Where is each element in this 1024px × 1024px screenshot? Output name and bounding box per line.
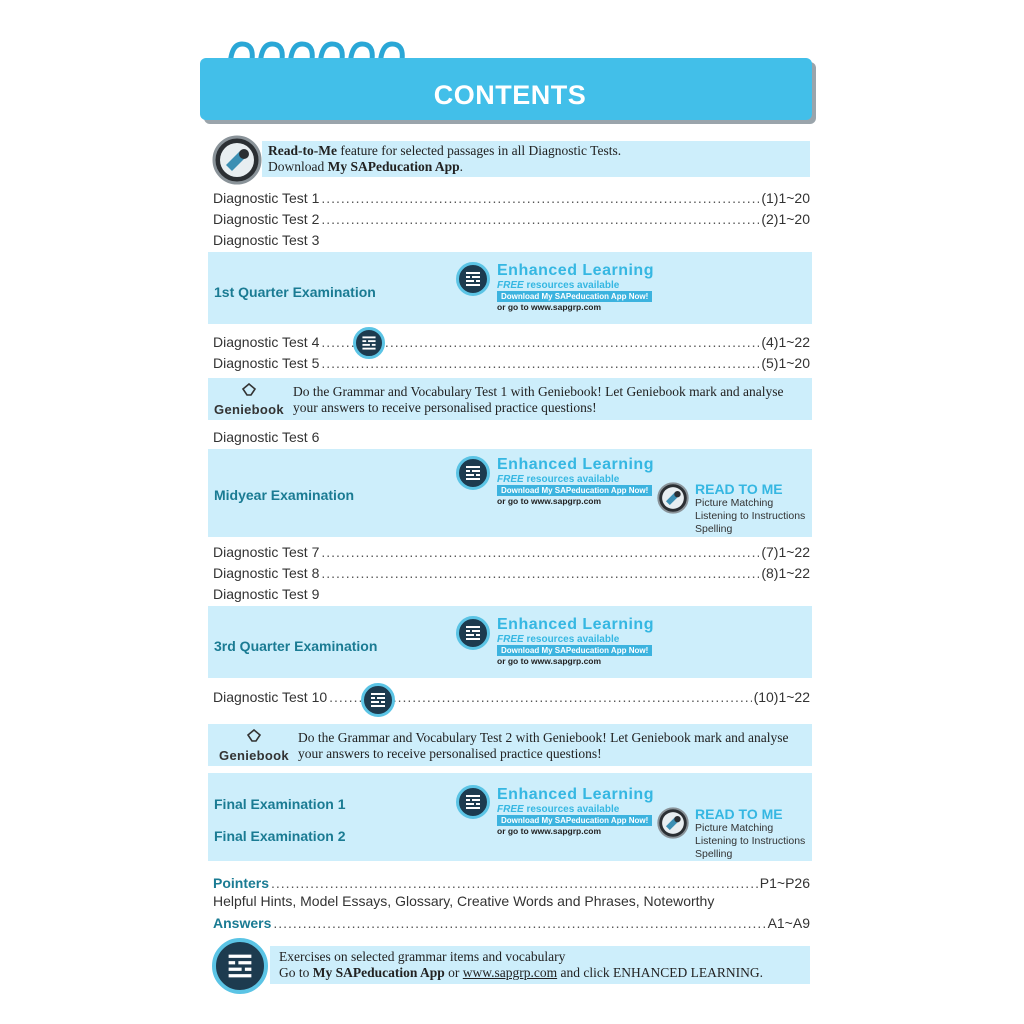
read-to-me-icon xyxy=(657,807,689,839)
geniebook-text-2: Do the Grammar and Vocabulary Test 2 with Geniebook! Let Geniebook mark and analyse your answers to receive personalised practice questions! xyxy=(298,730,789,761)
toc-entry-dt7[interactable]: Diagnostic Test 7 ..... (7)1~22 xyxy=(213,542,810,562)
enhanced-learning-icon xyxy=(361,683,395,717)
read-to-me-badge: READ TO ME Picture Matching Listening to Instructions Spelling xyxy=(695,481,806,535)
geniebook-text-1: Do the Grammar and Vocabulary Test 1 with Geniebook! Let Geniebook mark and analyse your answers to receive personalised practice questions! xyxy=(293,384,784,415)
geniebook-icon xyxy=(246,729,262,743)
enhanced-learning-icon xyxy=(212,938,268,994)
geniebook-logo: Geniebook xyxy=(211,383,287,417)
read-to-me-text: Read-to-Me feature for selected passages in all Diagnostic Tests. Download My SAPeducation App. xyxy=(268,143,622,174)
read-to-me-badge: READ TO ME Picture Matching Listening to Instructions Spelling xyxy=(695,806,806,860)
enhanced-learning-badge[interactable]: Enhanced Learning FREE resources available Download My SAPeducation App Now! or go to www.sapgrp.com xyxy=(497,262,654,312)
section-title-final-1: Final Examination 1 xyxy=(214,796,346,812)
enhanced-learning-icon xyxy=(456,456,490,490)
pointers-subtitle: Helpful Hints, Model Essays, Glossary, Creative Words and Phrases, Noteworthy xyxy=(213,893,715,909)
section-title-midyear: Midyear Examination xyxy=(214,487,355,503)
read-to-me-icon xyxy=(657,482,689,514)
enhanced-learning-badge[interactable]: Enhanced Learning FREE resources available Download My SAPeducation App Now! or go to www.sapgrp.com xyxy=(497,616,654,666)
enhanced-learning-icon xyxy=(456,262,490,296)
section-title-q3: 3rd Quarter Examination xyxy=(214,638,378,654)
page-title: CONTENTS xyxy=(433,80,587,110)
toc-entry-dt3[interactable]: Diagnostic Test 3 xyxy=(213,232,320,248)
toc-entry-dt9[interactable]: Diagnostic Test 9 xyxy=(213,586,320,602)
section-title-q1: 1st Quarter Examination xyxy=(214,284,376,300)
toc-entry-dt1[interactable]: Diagnostic Test 1 ..... (1)1~20 xyxy=(213,188,810,208)
toc-entry-dt6[interactable]: Diagnostic Test 6 xyxy=(213,429,320,445)
enhanced-learning-badge[interactable]: Enhanced Learning FREE resources available Download My SAPeducation App Now! or go to www.sapgrp.com xyxy=(497,786,654,836)
enhanced-learning-icon xyxy=(456,616,490,650)
geniebook-icon xyxy=(241,383,257,397)
sapgrp-link[interactable]: www.sapgrp.com xyxy=(462,965,558,980)
geniebook-logo: Geniebook xyxy=(215,729,293,763)
enhanced-learning-icon xyxy=(456,785,490,819)
toc-entry-dt5[interactable]: Diagnostic Test 5 ..... (5)1~20 xyxy=(213,353,810,373)
toc-entry-pointers[interactable]: Pointers ..... P1~P26 xyxy=(213,873,810,893)
toc-entry-dt8[interactable]: Diagnostic Test 8 ..... (8)1~22 xyxy=(213,563,810,583)
section-title-final-2: Final Examination 2 xyxy=(214,828,346,844)
footer-note-text: Exercises on selected grammar items and vocabulary Go to My SAPeducation App or www.sapgrp.com and click ENHANCED LEARNING. xyxy=(279,949,763,980)
toc-entry-dt2[interactable]: Diagnostic Test 2 ..... (2)1~20 xyxy=(213,209,810,229)
enhanced-learning-badge[interactable]: Enhanced Learning FREE resources available Download My SAPeducation App Now! or go to www.sapgrp.com xyxy=(497,456,654,506)
read-to-me-icon xyxy=(212,135,262,185)
toc-entry-dt10[interactable]: Diagnostic Test 10 ..... (10)1~22 xyxy=(213,687,810,707)
toc-entry-answers[interactable]: Answers ..... A1~A9 xyxy=(213,913,810,933)
toc-entry-dt4[interactable]: Diagnostic Test 4 ..... (4)1~22 xyxy=(213,332,810,352)
